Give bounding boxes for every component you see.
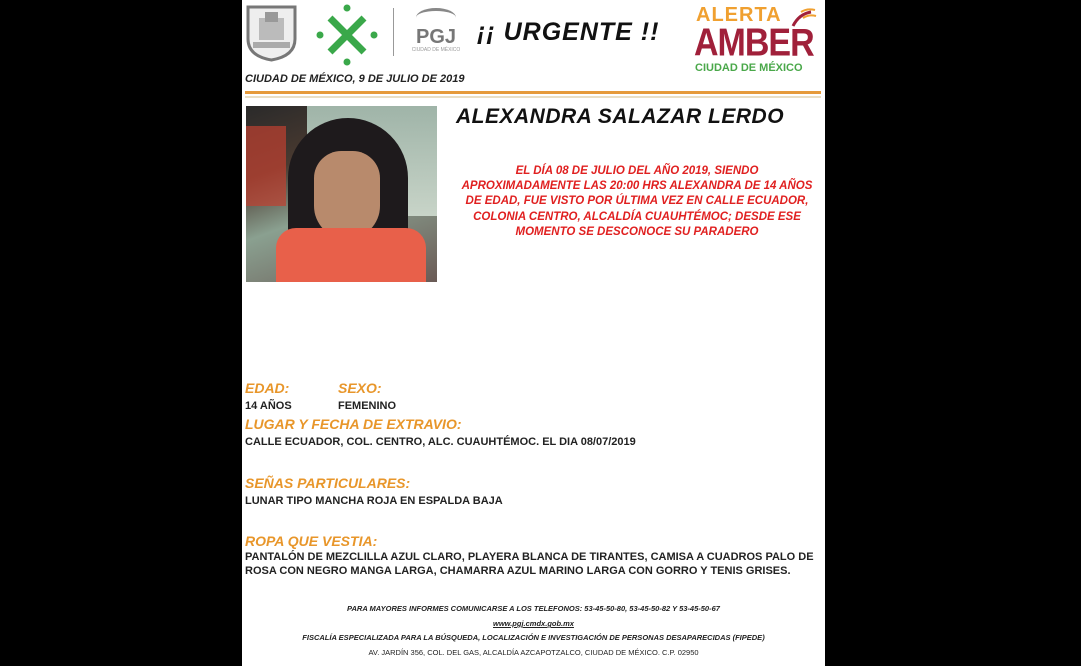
alerta-amber-logo bbox=[694, 4, 819, 76]
age-label: EDAD: bbox=[245, 380, 290, 396]
place-value: CALLE ECUADOR, COL. CENTRO, ALC. CUAUHTÉMOC. EL DIA 08/07/2019 bbox=[245, 436, 636, 448]
poster-header bbox=[242, 0, 825, 72]
pgj-logo bbox=[410, 8, 462, 58]
website-link[interactable]: www.pgj.cmdx.gob.mx bbox=[493, 619, 574, 628]
dateline: CIUDAD DE MÉXICO, 9 DE JULIO DE 2019 bbox=[245, 73, 465, 85]
logo-divider bbox=[393, 8, 394, 56]
person-name: ALEXANDRA SALAZAR LERDO bbox=[456, 105, 785, 128]
pgj-swoosh-icon bbox=[416, 8, 456, 27]
place-label: LUGAR Y FECHA DE EXTRAVIO: bbox=[245, 416, 462, 432]
amber-signal-icon bbox=[789, 6, 817, 28]
clothes-label: ROPA QUE VESTIA: bbox=[245, 533, 378, 549]
marks-label: SEÑAS PARTICULARES: bbox=[245, 475, 411, 491]
urgent-heading: ¡¡ URGENTE !! bbox=[477, 18, 660, 46]
cdmx-government-logo-icon bbox=[316, 4, 378, 66]
amber-line1: ALERTA bbox=[696, 4, 782, 26]
marks-value: LUNAR TIPO MANCHA ROJA EN ESPALDA BAJA bbox=[245, 495, 503, 507]
cdmx-shield-icon bbox=[245, 4, 298, 62]
missing-person-poster bbox=[242, 0, 825, 666]
pgj-text: PGJ bbox=[415, 26, 457, 48]
age-value: 14 AÑOS bbox=[245, 400, 292, 412]
agency-address: AV. JARDÍN 356, COL. DEL GAS, ALCALDÍA AZCAPOTZALCO, CIUDAD DE MÉXICO. C.P. 02950 bbox=[368, 648, 699, 657]
contact-phones: PARA MAYORES INFORMES COMUNICARSE A LOS TELEFONOS: 53-45-50-80, 53-45-50-82 Y 53-45-50-67 bbox=[347, 604, 720, 613]
disappearance-description: EL DÍA 08 DE JULIO DEL AÑO 2019, SIENDO APROXIMADAMENTE LAS 20:00 HRS ALEXANDRA DE 14 AÑOS DE EDAD, FUE VISTO POR ÚLTIMA VEZ EN CALLE ECUADOR, COLONIA CENTRO, ALCALDÍA CUAUHTÉMOC; DESDE ESE MOMENTO SE DESCONOCE SU PARADERO bbox=[461, 165, 813, 238]
person-photo bbox=[246, 106, 437, 282]
amber-line2: AMBER bbox=[694, 21, 814, 65]
pgj-subtext: CIUDAD DE MÉXICO bbox=[411, 47, 461, 53]
sex-value: FEMENINO bbox=[338, 400, 397, 412]
header-rule-orange bbox=[245, 91, 821, 94]
clothes-value: PANTALÓN DE MEZCLILLA AZUL CLARO, PLAYERA BLANCA DE TIRANTES, CAMISA A CUADROS PALO DE ROSA CON NEGRO MANGA LARGA, CHAMARRA AZUL MARINO LARGA CON GORRO Y TENIS GRISES. bbox=[245, 551, 814, 577]
amber-line3: CIUDAD DE MÉXICO bbox=[695, 62, 803, 74]
header-rule-light bbox=[245, 96, 821, 98]
sex-label: SEXO: bbox=[338, 380, 382, 396]
agency-name: FISCALÍA ESPECIALIZADA PARA LA BÚSQUEDA, LOCALIZACIÓN E INVESTIGACIÓN DE PERSONAS DESAPARECIDAS (FIPEDE) bbox=[302, 633, 765, 642]
